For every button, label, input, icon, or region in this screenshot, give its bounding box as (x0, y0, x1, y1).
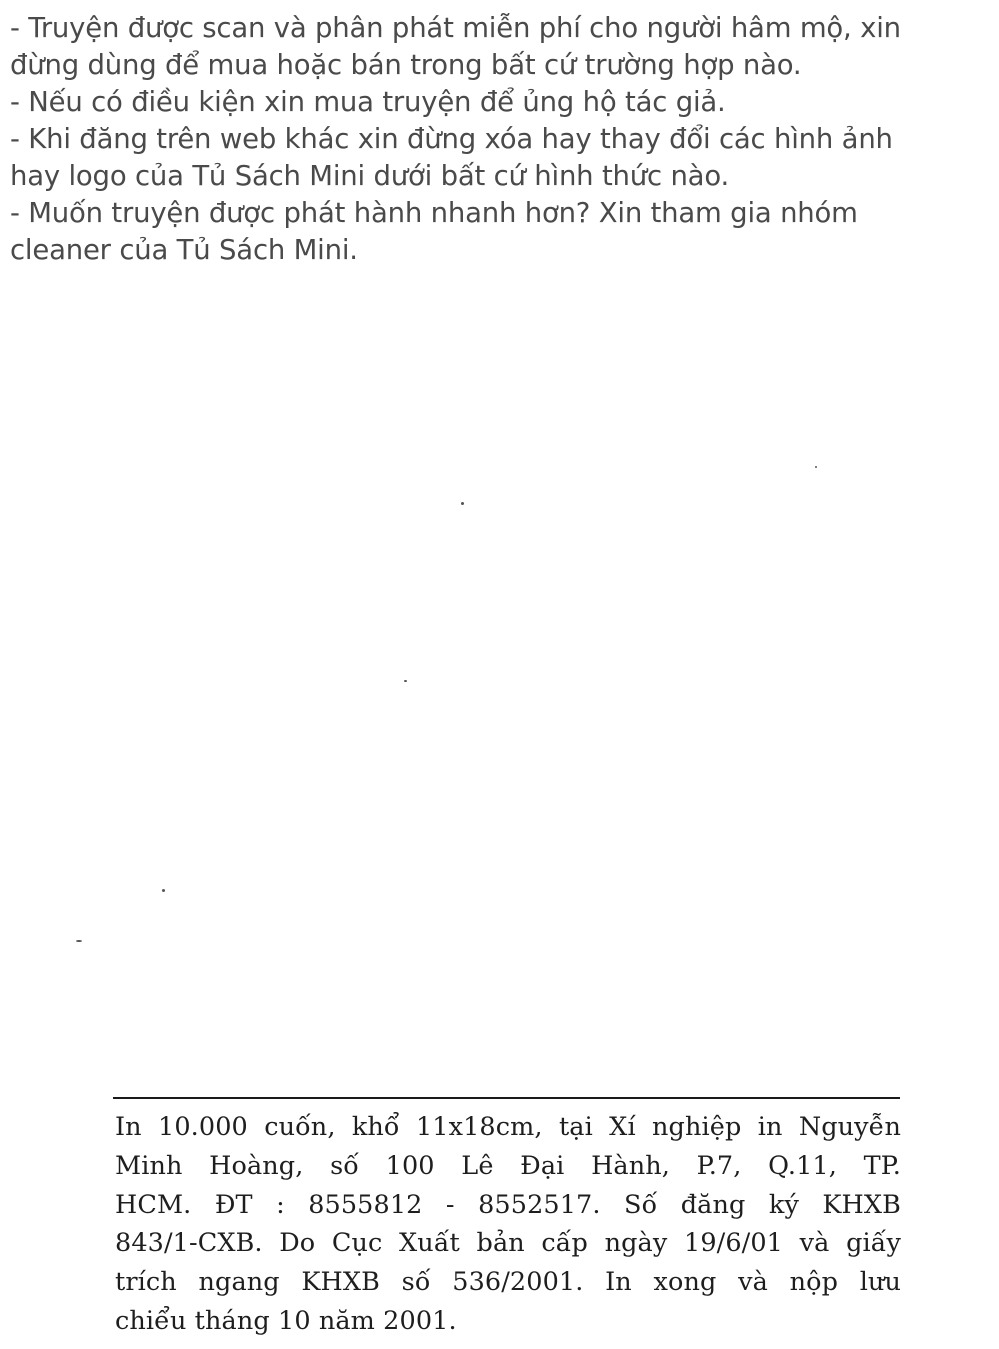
notice-line-1: - Truyện được scan và phân phát miễn phí cho người hâm mộ, xin (10, 12, 901, 44)
imprint-line-4: 843/1-CXB. Do Cục Xuất bản cấp ngày 19/6/01 và giấy (115, 1228, 901, 1259)
scan-speck (815, 466, 817, 468)
scan-speck (162, 889, 165, 892)
imprint-line-2: Minh Hoàng, số 100 Lê Đại Hành, P.7, Q.11, TP. (115, 1150, 901, 1181)
imprint-line-1: In 10.000 cuốn, khổ 11x18cm, tại Xí nghiệp in Nguyễn (115, 1112, 901, 1142)
imprint-divider (113, 1097, 900, 1099)
notice-line-2: đừng dùng để mua hoặc bán trong bất cứ trường hợp nào. (10, 49, 802, 81)
imprint-line-5: trích ngang KHXB số 536/2001. In xong và nộp lưu (115, 1267, 901, 1298)
notice-line-6: - Muốn truyện được phát hành nhanh hơn? Xin tham gia nhóm (10, 197, 858, 229)
imprint-line-3: HCM. ĐT : 8555812 - 8552517. Số đăng ký KHXB (115, 1189, 901, 1220)
scan-speck (404, 680, 407, 682)
notice-line-4: - Khi đăng trên web khác xin đừng xóa hay thay đổi các hình ảnh (10, 123, 893, 155)
notice-line-3: - Nếu có điều kiện xin mua truyện để ủng hộ tác giả. (10, 86, 726, 118)
imprint-colophon (115, 1108, 901, 1341)
notice-line-5: hay logo của Tủ Sách Mini dưới bất cứ hình thức nào. (10, 160, 730, 192)
notice-line-7: cleaner của Tủ Sách Mini. (10, 234, 358, 266)
scan-speck (76, 940, 82, 942)
imprint-line-6: chiểu tháng 10 năm 2001. (115, 1305, 457, 1336)
scan-speck (461, 502, 464, 505)
scan-notice (10, 10, 995, 269)
